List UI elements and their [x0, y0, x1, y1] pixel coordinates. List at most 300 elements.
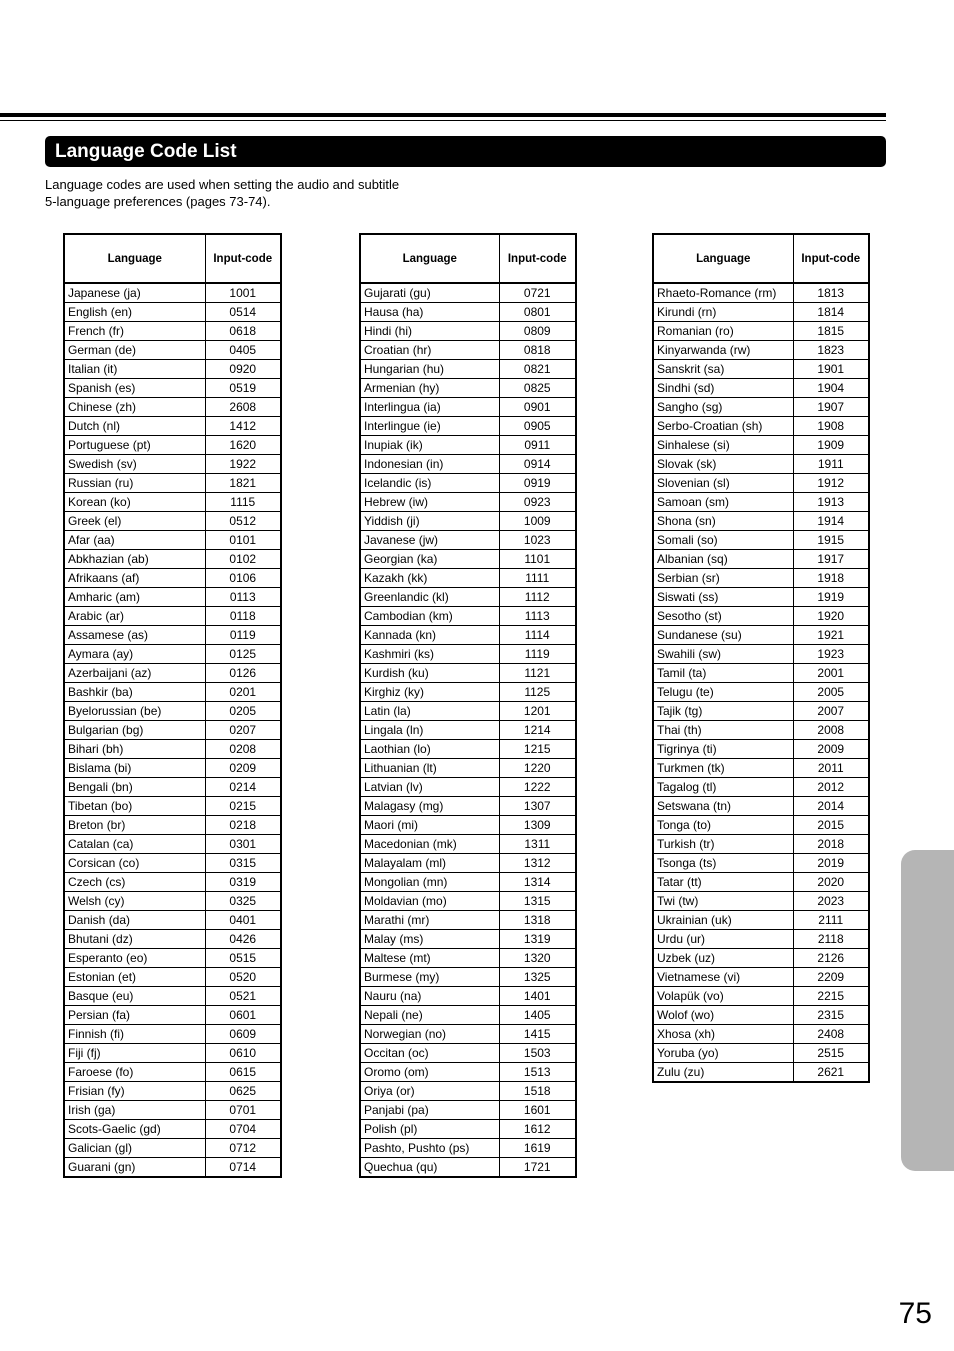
language-name: Esperanto (eo) — [64, 949, 205, 968]
table-row — [360, 1101, 576, 1120]
table-row — [64, 664, 281, 683]
language-name: Nepali (ne) — [360, 1006, 499, 1025]
table-row — [653, 1006, 869, 1025]
table-row — [360, 607, 576, 626]
table-row — [64, 740, 281, 759]
language-name: Welsh (cy) — [64, 892, 205, 911]
table-row — [653, 607, 869, 626]
table-row — [360, 588, 576, 607]
language-name: Kurdish (ku) — [360, 664, 499, 683]
input-code: 0809 — [499, 322, 576, 341]
table-row — [64, 892, 281, 911]
language-name: Serbo-Croatian (sh) — [653, 417, 793, 436]
input-code: 1919 — [793, 588, 869, 607]
input-code: 2005 — [793, 683, 869, 702]
input-code: 0721 — [499, 283, 576, 303]
table-row — [360, 1082, 576, 1101]
language-name: Tagalog (tl) — [653, 778, 793, 797]
input-code: 1912 — [793, 474, 869, 493]
table-row — [360, 360, 576, 379]
input-code: 0519 — [205, 379, 281, 398]
input-code: 1915 — [793, 531, 869, 550]
input-code: 0512 — [205, 512, 281, 531]
language-name: Zulu (zu) — [653, 1063, 793, 1083]
input-code: 2011 — [793, 759, 869, 778]
language-name: Scots-Gaelic (gd) — [64, 1120, 205, 1139]
table-row — [653, 512, 869, 531]
input-code: 0118 — [205, 607, 281, 626]
table-row — [64, 1063, 281, 1082]
language-name: Tsonga (ts) — [653, 854, 793, 873]
table-row — [360, 645, 576, 664]
input-code: 2111 — [793, 911, 869, 930]
column-header-input-code: Input-code — [205, 234, 281, 283]
table-row — [64, 1101, 281, 1120]
language-name: Abkhazian (ab) — [64, 550, 205, 569]
input-code: 2015 — [793, 816, 869, 835]
language-name: Ukrainian (uk) — [653, 911, 793, 930]
table-row — [360, 1006, 576, 1025]
language-name: Tatar (tt) — [653, 873, 793, 892]
language-name: Malayalam (ml) — [360, 854, 499, 873]
table-row — [64, 1006, 281, 1025]
input-code: 0609 — [205, 1025, 281, 1044]
table-row — [64, 1025, 281, 1044]
table-row — [64, 303, 281, 322]
language-name: English (en) — [64, 303, 205, 322]
table-row — [653, 493, 869, 512]
input-code: 1112 — [499, 588, 576, 607]
table-row — [360, 493, 576, 512]
language-name: Tigrinya (ti) — [653, 740, 793, 759]
language-name: Hindi (hi) — [360, 322, 499, 341]
language-name: Estonian (et) — [64, 968, 205, 987]
language-name: Nauru (na) — [360, 987, 499, 1006]
input-code: 0325 — [205, 892, 281, 911]
table-row — [360, 550, 576, 569]
language-name: Maori (mi) — [360, 816, 499, 835]
title-bar — [45, 136, 886, 167]
table-row — [653, 1044, 869, 1063]
table-row — [64, 930, 281, 949]
language-name: Twi (tw) — [653, 892, 793, 911]
table-row — [360, 322, 576, 341]
input-code: 2408 — [793, 1025, 869, 1044]
language-name: Interlingue (ie) — [360, 417, 499, 436]
language-name: Interlingua (ia) — [360, 398, 499, 417]
language-name: French (fr) — [64, 322, 205, 341]
input-code: 2014 — [793, 797, 869, 816]
table-row — [64, 854, 281, 873]
table-row — [653, 740, 869, 759]
top-rule-thin — [0, 120, 886, 121]
table-row — [360, 968, 576, 987]
language-name: Uzbek (uz) — [653, 949, 793, 968]
language-name: German (de) — [64, 341, 205, 360]
table-row — [653, 379, 869, 398]
input-code: 0405 — [205, 341, 281, 360]
input-code: 0106 — [205, 569, 281, 588]
table-row — [653, 759, 869, 778]
table-row — [64, 322, 281, 341]
table-row — [653, 569, 869, 588]
language-name: Laothian (lo) — [360, 740, 499, 759]
input-code: 1220 — [499, 759, 576, 778]
input-code: 1312 — [499, 854, 576, 873]
language-name: Galician (gl) — [64, 1139, 205, 1158]
table-row — [64, 645, 281, 664]
table-row — [653, 873, 869, 892]
input-code: 0825 — [499, 379, 576, 398]
input-code: 1119 — [499, 645, 576, 664]
input-code: 0911 — [499, 436, 576, 455]
column-header-language: Language — [653, 234, 793, 283]
input-code: 0514 — [205, 303, 281, 322]
language-code-table-1 — [63, 233, 282, 1178]
input-code: 0625 — [205, 1082, 281, 1101]
table-row — [360, 303, 576, 322]
table-row — [64, 626, 281, 645]
top-rule-thick — [0, 113, 886, 117]
table-row — [653, 341, 869, 360]
input-code: 2008 — [793, 721, 869, 740]
language-name: Volapük (vo) — [653, 987, 793, 1006]
table-row — [360, 816, 576, 835]
table-row — [360, 797, 576, 816]
language-name: Indonesian (in) — [360, 455, 499, 474]
input-code: 0920 — [205, 360, 281, 379]
input-code: 0319 — [205, 873, 281, 892]
language-name: Kinyarwanda (rw) — [653, 341, 793, 360]
column-header-language: Language — [64, 234, 205, 283]
input-code: 0218 — [205, 816, 281, 835]
table-row — [653, 360, 869, 379]
table-row — [653, 1063, 869, 1083]
language-name: Italian (it) — [64, 360, 205, 379]
table-row — [653, 455, 869, 474]
language-name: Quechua (qu) — [360, 1158, 499, 1178]
language-name: Slovak (sk) — [653, 455, 793, 474]
input-code: 0712 — [205, 1139, 281, 1158]
language-name: Shona (sn) — [653, 512, 793, 531]
language-name: Breton (br) — [64, 816, 205, 835]
language-name: Guarani (gn) — [64, 1158, 205, 1178]
language-name: Xhosa (xh) — [653, 1025, 793, 1044]
input-code: 2118 — [793, 930, 869, 949]
language-name: Irish (ga) — [64, 1101, 205, 1120]
input-code: 2019 — [793, 854, 869, 873]
input-code: 1914 — [793, 512, 869, 531]
input-code: 0207 — [205, 721, 281, 740]
input-code: 0618 — [205, 322, 281, 341]
table-row — [360, 911, 576, 930]
table-row — [653, 474, 869, 493]
table-row — [653, 930, 869, 949]
language-name: Urdu (ur) — [653, 930, 793, 949]
table-row — [653, 778, 869, 797]
language-name: Tajik (tg) — [653, 702, 793, 721]
language-name: Malagasy (mg) — [360, 797, 499, 816]
input-code: 0520 — [205, 968, 281, 987]
table-row — [360, 702, 576, 721]
language-name: Panjabi (pa) — [360, 1101, 499, 1120]
input-code: 1307 — [499, 797, 576, 816]
table-row — [360, 1044, 576, 1063]
language-name: Tamil (ta) — [653, 664, 793, 683]
input-code: 1904 — [793, 379, 869, 398]
language-name: Spanish (es) — [64, 379, 205, 398]
input-code: 1121 — [499, 664, 576, 683]
table-row — [653, 531, 869, 550]
language-name: Romanian (ro) — [653, 322, 793, 341]
language-name: Faroese (fo) — [64, 1063, 205, 1082]
table-row — [360, 1063, 576, 1082]
input-code: 0119 — [205, 626, 281, 645]
table-row — [653, 322, 869, 341]
language-name: Kashmiri (ks) — [360, 645, 499, 664]
language-name: Georgian (ka) — [360, 550, 499, 569]
input-code: 1823 — [793, 341, 869, 360]
table-row — [653, 588, 869, 607]
input-code: 1401 — [499, 987, 576, 1006]
input-code: 1821 — [205, 474, 281, 493]
language-name: Swahili (sw) — [653, 645, 793, 664]
language-name: Sundanese (su) — [653, 626, 793, 645]
table-row — [360, 759, 576, 778]
input-code: 2621 — [793, 1063, 869, 1083]
table-row — [653, 911, 869, 930]
input-code: 1412 — [205, 417, 281, 436]
language-name: Kirghiz (ky) — [360, 683, 499, 702]
language-name: Siswati (ss) — [653, 588, 793, 607]
table-row — [64, 759, 281, 778]
table-row — [360, 873, 576, 892]
table-row — [64, 968, 281, 987]
input-code: 1222 — [499, 778, 576, 797]
input-code: 1911 — [793, 455, 869, 474]
language-name: Thai (th) — [653, 721, 793, 740]
table-row — [360, 626, 576, 645]
language-name: Sangho (sg) — [653, 398, 793, 417]
table-row — [653, 968, 869, 987]
language-name: Aymara (ay) — [64, 645, 205, 664]
language-name: Tibetan (bo) — [64, 797, 205, 816]
language-name: Japanese (ja) — [64, 283, 205, 303]
table-row — [64, 721, 281, 740]
input-code: 0205 — [205, 702, 281, 721]
table-row — [653, 987, 869, 1006]
language-name: Russian (ru) — [64, 474, 205, 493]
language-name: Latvian (lv) — [360, 778, 499, 797]
input-code: 2020 — [793, 873, 869, 892]
table-row — [64, 379, 281, 398]
language-name: Bengali (bn) — [64, 778, 205, 797]
input-code: 1814 — [793, 303, 869, 322]
column-header-input-code: Input-code — [793, 234, 869, 283]
table-row — [360, 664, 576, 683]
input-code: 0615 — [205, 1063, 281, 1082]
table-row — [64, 341, 281, 360]
table-row — [64, 702, 281, 721]
table-row — [653, 721, 869, 740]
table-row — [653, 664, 869, 683]
input-code: 0914 — [499, 455, 576, 474]
table-row — [653, 1025, 869, 1044]
input-code: 0905 — [499, 417, 576, 436]
language-name: Turkish (tr) — [653, 835, 793, 854]
table-row — [360, 569, 576, 588]
input-code: 0919 — [499, 474, 576, 493]
table-row — [64, 987, 281, 1006]
table-row — [653, 816, 869, 835]
table-row — [64, 607, 281, 626]
table-row — [64, 949, 281, 968]
input-code: 0125 — [205, 645, 281, 664]
input-code: 1114 — [499, 626, 576, 645]
table-row — [360, 417, 576, 436]
language-name: Bashkir (ba) — [64, 683, 205, 702]
page-title: Language Code List — [55, 141, 237, 162]
table-row — [64, 683, 281, 702]
input-code: 1920 — [793, 607, 869, 626]
language-name: Arabic (ar) — [64, 607, 205, 626]
language-name: Korean (ko) — [64, 493, 205, 512]
language-name: Corsican (co) — [64, 854, 205, 873]
table-row — [360, 474, 576, 493]
language-name: Macedonian (mk) — [360, 835, 499, 854]
input-code: 0102 — [205, 550, 281, 569]
table-row — [653, 949, 869, 968]
language-name: Wolof (wo) — [653, 1006, 793, 1025]
language-name: Kirundi (rn) — [653, 303, 793, 322]
table-row — [64, 550, 281, 569]
language-name: Sindhi (sd) — [653, 379, 793, 398]
input-code: 1917 — [793, 550, 869, 569]
table-row — [360, 455, 576, 474]
table-row — [64, 835, 281, 854]
language-name: Burmese (my) — [360, 968, 499, 987]
table-row — [360, 987, 576, 1006]
input-code: 0601 — [205, 1006, 281, 1025]
table-row — [64, 1082, 281, 1101]
table-row — [653, 626, 869, 645]
input-code: 1922 — [205, 455, 281, 474]
table-row — [360, 949, 576, 968]
table-row — [653, 797, 869, 816]
page-number: 75 — [898, 1297, 932, 1330]
language-name: Armenian (hy) — [360, 379, 499, 398]
intro-line-1: Language codes are used when setting the audio and subtitle — [45, 177, 400, 192]
language-name: Bhutani (dz) — [64, 930, 205, 949]
language-name: Javanese (jw) — [360, 531, 499, 550]
language-name: Marathi (mr) — [360, 911, 499, 930]
input-code: 0714 — [205, 1158, 281, 1178]
column-header-language: Language — [360, 234, 499, 283]
input-code: 0515 — [205, 949, 281, 968]
column-header-input-code: Input-code — [499, 234, 576, 283]
input-code: 0610 — [205, 1044, 281, 1063]
language-name: Occitan (oc) — [360, 1044, 499, 1063]
language-name: Malay (ms) — [360, 930, 499, 949]
input-code: 1325 — [499, 968, 576, 987]
language-name: Moldavian (mo) — [360, 892, 499, 911]
language-name: Portuguese (pt) — [64, 436, 205, 455]
language-name: Dutch (nl) — [64, 417, 205, 436]
language-name: Byelorussian (be) — [64, 702, 205, 721]
language-code-table-3 — [652, 233, 870, 1083]
language-name: Bihari (bh) — [64, 740, 205, 759]
language-name: Greek (el) — [64, 512, 205, 531]
table-row — [360, 512, 576, 531]
input-code: 1518 — [499, 1082, 576, 1101]
input-code: 0208 — [205, 740, 281, 759]
table-row — [360, 892, 576, 911]
language-name: Mongolian (mn) — [360, 873, 499, 892]
input-code: 0923 — [499, 493, 576, 512]
input-code: 1619 — [499, 1139, 576, 1158]
input-code: 0209 — [205, 759, 281, 778]
language-name: Amharic (am) — [64, 588, 205, 607]
table-row — [653, 436, 869, 455]
language-name: Sinhalese (si) — [653, 436, 793, 455]
intro-text — [45, 176, 485, 210]
language-name: Hebrew (iw) — [360, 493, 499, 512]
language-name: Tonga (to) — [653, 816, 793, 835]
table-row — [360, 854, 576, 873]
input-code: 2001 — [793, 664, 869, 683]
input-code: 0821 — [499, 360, 576, 379]
input-code: 2215 — [793, 987, 869, 1006]
table-row — [653, 683, 869, 702]
table-row — [360, 778, 576, 797]
input-code: 1320 — [499, 949, 576, 968]
input-code: 1311 — [499, 835, 576, 854]
input-code: 1513 — [499, 1063, 576, 1082]
table-row — [653, 417, 869, 436]
language-name: Latin (la) — [360, 702, 499, 721]
language-name: Sanskrit (sa) — [653, 360, 793, 379]
table-row — [64, 873, 281, 892]
table-row — [653, 550, 869, 569]
input-code: 2126 — [793, 949, 869, 968]
table-row — [653, 303, 869, 322]
input-code: 1503 — [499, 1044, 576, 1063]
table-row — [64, 512, 281, 531]
input-code: 0701 — [205, 1101, 281, 1120]
intro-line-2: 5-language preferences (pages 73-74). — [45, 194, 271, 209]
input-code: 0301 — [205, 835, 281, 854]
language-name: Frisian (fy) — [64, 1082, 205, 1101]
table-row — [360, 1158, 576, 1178]
input-code: 0901 — [499, 398, 576, 417]
input-code: 1612 — [499, 1120, 576, 1139]
table-row — [360, 930, 576, 949]
table-row — [653, 702, 869, 721]
table-row — [360, 436, 576, 455]
language-name: Setswana (tn) — [653, 797, 793, 816]
language-name: Hausa (ha) — [360, 303, 499, 322]
language-name: Bulgarian (bg) — [64, 721, 205, 740]
input-code: 1115 — [205, 493, 281, 512]
language-name: Swedish (sv) — [64, 455, 205, 474]
table-row — [64, 455, 281, 474]
input-code: 0101 — [205, 531, 281, 550]
input-code: 2023 — [793, 892, 869, 911]
input-code: 1001 — [205, 283, 281, 303]
language-name: Lingala (ln) — [360, 721, 499, 740]
table-row — [64, 911, 281, 930]
input-code: 1009 — [499, 512, 576, 531]
